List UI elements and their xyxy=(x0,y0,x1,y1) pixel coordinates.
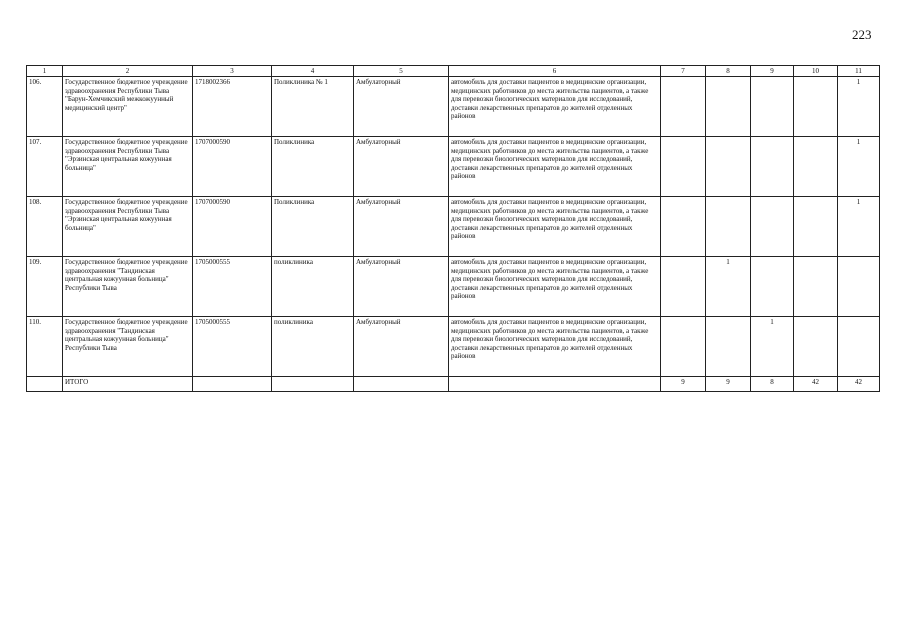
organization-name: Государственное бюджетное учреждение здравоохранения "Тандинская центральная кожуунная больница" Республики Тыва xyxy=(63,257,193,317)
row-number: 107. xyxy=(27,137,63,197)
value-col-10 xyxy=(794,77,838,137)
column-header: 11 xyxy=(838,66,880,77)
unit-name: поликлиника xyxy=(272,317,354,377)
column-header: 6 xyxy=(449,66,661,77)
total-col-11: 42 xyxy=(838,377,880,392)
value-col-10 xyxy=(794,317,838,377)
organization-name: Государственное бюджетное учреждение здравоохранения "Тандинская центральная кожуунная больница" Республики Тыва xyxy=(63,317,193,377)
total-col-9: 8 xyxy=(751,377,794,392)
column-header: 8 xyxy=(706,66,751,77)
value-col-7 xyxy=(661,197,706,257)
organization-code: 1718002366 xyxy=(193,77,272,137)
total-label: ИТОГО xyxy=(63,377,193,392)
unit-name: поликлиника xyxy=(272,257,354,317)
value-col-11 xyxy=(838,257,880,317)
organization-name: Государственное бюджетное учреждение здравоохранения Республики Тыва "Эрзинская центральная кожуунная больница" xyxy=(63,137,193,197)
organization-code: 1707000590 xyxy=(193,197,272,257)
unit-name: Поликлиника xyxy=(272,137,354,197)
column-header: 4 xyxy=(272,66,354,77)
column-header: 3 xyxy=(193,66,272,77)
value-col-11: 1 xyxy=(838,77,880,137)
total-empty-cell xyxy=(354,377,449,392)
value-col-10 xyxy=(794,197,838,257)
row-number: 108. xyxy=(27,197,63,257)
care-type: Амбулаторный xyxy=(354,137,449,197)
value-col-9: 1 xyxy=(751,317,794,377)
unit-name: Поликлиника № 1 xyxy=(272,77,354,137)
organization-name: Государственное бюджетное учреждение здравоохранения Республики Тыва "Барун-Хемчикский межкожуунный медицинский центр" xyxy=(63,77,193,137)
value-col-8: 1 xyxy=(706,257,751,317)
care-type: Амбулаторный xyxy=(354,197,449,257)
vehicle-purpose: автомобиль для доставки пациентов в медицинские организации, медицинских работников до места жительства пациентов, а также для перевозки биологических материалов для исследований, доставки лекарственных препаратов до жителей отделенных районов xyxy=(449,137,661,197)
column-header: 1 xyxy=(27,66,63,77)
total-col-10: 42 xyxy=(794,377,838,392)
row-number: 106. xyxy=(27,77,63,137)
page-number: 223 xyxy=(852,27,872,42)
care-type: Амбулаторный xyxy=(354,257,449,317)
total-row xyxy=(27,377,880,392)
organization-code: 1705000555 xyxy=(193,257,272,317)
table-row xyxy=(27,137,880,197)
value-col-11: 1 xyxy=(838,197,880,257)
value-col-8 xyxy=(706,197,751,257)
value-col-9 xyxy=(751,197,794,257)
value-col-7 xyxy=(661,77,706,137)
care-type: Амбулаторный xyxy=(354,317,449,377)
value-col-8 xyxy=(706,317,751,377)
table-row xyxy=(27,77,880,137)
vehicle-purpose: автомобиль для доставки пациентов в медицинские организации, медицинских работников до места жительства пациентов, а также для перевозки биологических материалов для исследований, доставки лекарственных препаратов до жителей отделенных районов xyxy=(449,317,661,377)
vehicle-purpose: автомобиль для доставки пациентов в медицинские организации, медицинских работников до места жительства пациентов, а также для перевозки биологических материалов для исследований, доставки лекарственных препаратов до жителей отделенных районов xyxy=(449,197,661,257)
column-header: 7 xyxy=(661,66,706,77)
value-col-7 xyxy=(661,317,706,377)
total-col-8: 9 xyxy=(706,377,751,392)
table-row xyxy=(27,317,880,377)
column-header: 10 xyxy=(794,66,838,77)
value-col-8 xyxy=(706,137,751,197)
value-col-9 xyxy=(751,137,794,197)
value-col-8 xyxy=(706,77,751,137)
vehicle-purpose: автомобиль для доставки пациентов в медицинские организации, медицинских работников до места жительства пациентов, а также для перевозки биологических материалов для исследований, доставки лекарственных препаратов до жителей отделенных районов xyxy=(449,257,661,317)
row-number: 110. xyxy=(27,317,63,377)
column-header: 5 xyxy=(354,66,449,77)
care-type: Амбулаторный xyxy=(354,77,449,137)
value-col-7 xyxy=(661,257,706,317)
column-number-row xyxy=(27,66,880,77)
organization-code: 1705000555 xyxy=(193,317,272,377)
value-col-9 xyxy=(751,257,794,317)
organization-code: 1707000590 xyxy=(193,137,272,197)
column-header: 9 xyxy=(751,66,794,77)
table-row xyxy=(27,197,880,257)
total-col-7: 9 xyxy=(661,377,706,392)
column-header: 2 xyxy=(63,66,193,77)
total-empty-cell xyxy=(449,377,661,392)
vehicles-table xyxy=(26,65,880,392)
value-col-7 xyxy=(661,137,706,197)
table-row xyxy=(27,257,880,317)
value-col-10 xyxy=(794,257,838,317)
value-col-9 xyxy=(751,77,794,137)
vehicle-purpose: автомобиль для доставки пациентов в медицинские организации, медицинских работников до места жительства пациентов, а также для перевозки биологических материалов для исследований, доставки лекарственных препаратов до жителей отделенных районов xyxy=(449,77,661,137)
total-empty-cell xyxy=(193,377,272,392)
unit-name: Поликлиника xyxy=(272,197,354,257)
value-col-11 xyxy=(838,317,880,377)
organization-name: Государственное бюджетное учреждение здравоохранения Республики Тыва "Эрзинская центральная кожуунная больница" xyxy=(63,197,193,257)
value-col-10 xyxy=(794,137,838,197)
total-empty-cell xyxy=(272,377,354,392)
value-col-11: 1 xyxy=(838,137,880,197)
row-number: 109. xyxy=(27,257,63,317)
total-empty-cell xyxy=(27,377,63,392)
